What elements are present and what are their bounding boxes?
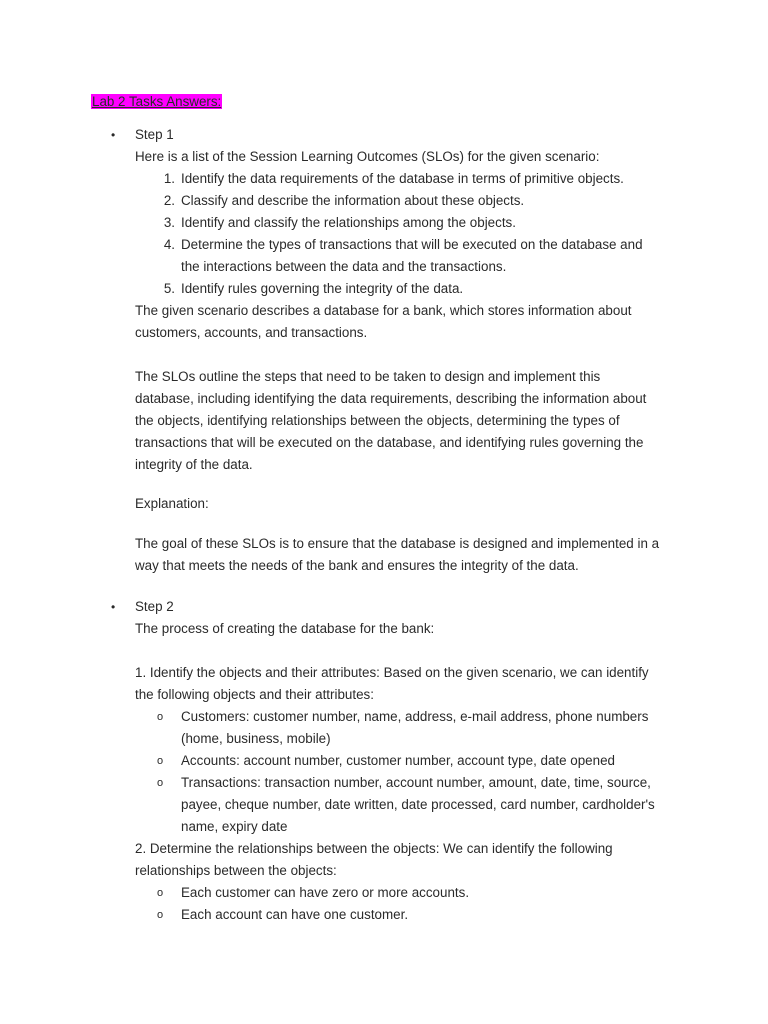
- circle-bullet-icon: o: [157, 909, 164, 921]
- slo-text: [181, 278, 680, 300]
- blank-line: [135, 476, 680, 493]
- object-item: [135, 706, 680, 750]
- slo-number: 4.: [163, 237, 175, 252]
- relationship-item-text: [181, 882, 680, 904]
- slo-number: 3.: [163, 215, 175, 230]
- slo-number: 5.: [163, 281, 175, 296]
- slo-text: [181, 190, 680, 212]
- slo-text-line: Determine the types of transactions that will be executed on the database and: [181, 237, 643, 252]
- object-item: [135, 750, 680, 772]
- paragraph-line: the following objects and their attributes:: [135, 687, 374, 702]
- bullet-icon: •: [111, 128, 116, 142]
- slo-text: [181, 212, 680, 234]
- step2-item-2: [135, 838, 680, 882]
- step1-intro: Here is a list of the Session Learning Outcomes (SLOs) for the given scenario:: [135, 149, 600, 164]
- blank-line: [135, 344, 680, 366]
- circle-bullet-icon: o: [157, 711, 164, 723]
- circle-bullet-icon: o: [157, 887, 164, 899]
- step2-intro: The process of creating the database for the bank:: [135, 621, 435, 636]
- slo-number: 2.: [163, 193, 175, 208]
- document-title: Lab 2 Tasks Answers:: [92, 94, 222, 109]
- objects-list: [135, 706, 680, 838]
- paragraph-line: 1. Identify the objects and their attributes: Based on the given scenario, we can identify: [135, 665, 649, 680]
- step2-label: Step 2: [135, 599, 174, 614]
- object-item-text: [181, 706, 680, 750]
- title-wrap: [91, 92, 222, 112]
- object-item-text-line: Accounts: account number, customer number, account type, date opened: [181, 753, 615, 768]
- blank-line: [135, 515, 680, 533]
- slo-list: [135, 168, 680, 300]
- circle-bullet-icon: o: [157, 777, 164, 789]
- step1-paragraph-2: [135, 366, 680, 476]
- object-item-text: [181, 772, 680, 838]
- slo-text-line: Identify the data requirements of the database in terms of primitive objects.: [181, 171, 624, 186]
- slo-list-item: [135, 168, 680, 190]
- paragraph-line: The SLOs outline the steps that need to be taken to design and implement this: [135, 369, 601, 384]
- relationship-item-text: [181, 904, 680, 926]
- slo-text-line: Classify and describe the information about these objects.: [181, 193, 525, 208]
- step1-paragraph-3: [135, 533, 680, 577]
- slo-number: 1.: [163, 171, 175, 186]
- paragraph-line: database, including identifying the data requirements, describing the information about: [135, 391, 647, 406]
- paragraph-line: customers, accounts, and transactions.: [135, 325, 368, 340]
- object-item-text-line: Customers: customer number, name, address, e-mail address, phone numbers: [181, 709, 649, 724]
- slo-text-line: Identify and classify the relationships among the objects.: [181, 215, 516, 230]
- relationships-list: [135, 882, 680, 926]
- slo-text-line: the interactions between the data and the transactions.: [181, 259, 507, 274]
- paragraph-line: The goal of these SLOs is to ensure that the database is designed and implemented in a: [135, 536, 660, 551]
- step2-section: [135, 596, 680, 926]
- explanation-label: Explanation:: [135, 496, 209, 511]
- slo-list-item: [135, 212, 680, 234]
- object-item: [135, 772, 680, 838]
- step1-label: Step 1: [135, 127, 174, 142]
- relationship-item-text-line: Each customer can have zero or more accounts.: [181, 885, 470, 900]
- paragraph-line: integrity of the data.: [135, 457, 253, 472]
- relationship-item: [135, 882, 680, 904]
- blank-line: [135, 640, 680, 662]
- paragraph-line: relationships between the objects:: [135, 863, 337, 878]
- relationship-item-text-line: Each account can have one customer.: [181, 907, 409, 922]
- object-item-text-line: payee, cheque number, date written, date processed, card number, cardholder's: [181, 797, 655, 812]
- slo-text: [181, 234, 680, 278]
- relationship-item: [135, 904, 680, 926]
- object-item-text-line: (home, business, mobile): [181, 731, 331, 746]
- paragraph-line: transactions that will be executed on the database, and identifying rules governing the: [135, 435, 644, 450]
- slo-text-line: Identify rules governing the integrity of the data.: [181, 281, 464, 296]
- slo-list-item: [135, 278, 680, 300]
- paragraph-line: 2. Determine the relationships between the objects: We can identify the following: [135, 841, 613, 856]
- paragraph-line: the objects, identifying relationships between the objects, determining the types of: [135, 413, 620, 428]
- object-item-text: [181, 750, 680, 772]
- step2-item-1: [135, 662, 680, 706]
- slo-list-item: [135, 234, 680, 278]
- step1-section: [135, 124, 680, 577]
- object-item-text-line: name, expiry date: [181, 819, 288, 834]
- slo-text: [181, 168, 680, 190]
- bullet-icon: •: [111, 600, 116, 614]
- circle-bullet-icon: o: [157, 755, 164, 767]
- paragraph-line: The given scenario describes a database for a bank, which stores information about: [135, 303, 632, 318]
- paragraph-line: way that meets the needs of the bank and ensures the integrity of the data.: [135, 558, 579, 573]
- object-item-text-line: Transactions: transaction number, account number, amount, date, time, source,: [181, 775, 651, 790]
- step1-paragraph-1: [135, 300, 680, 344]
- slo-list-item: [135, 190, 680, 212]
